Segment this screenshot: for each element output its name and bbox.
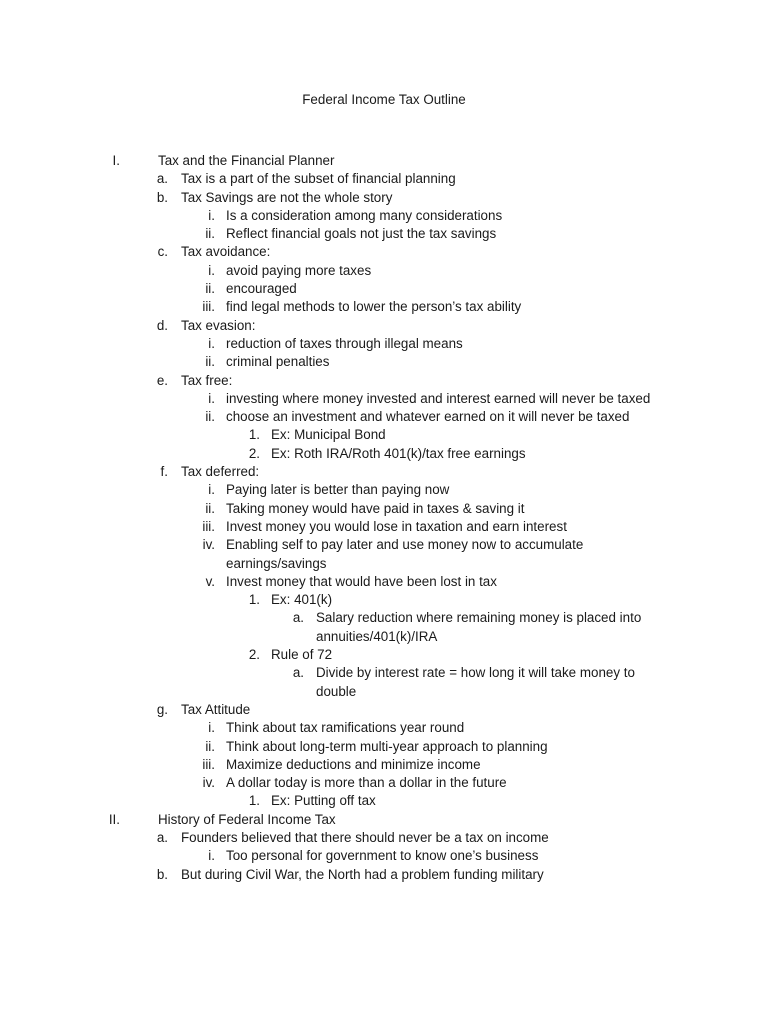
outline-item [0,664,768,682]
outline-marker: I. [112,153,120,168]
outline-marker: i. [208,720,215,736]
outline-text: Too personal for government to know one’s business [226,848,539,864]
outline-marker: 1. [248,592,260,608]
outline-text: investing where money invested and interest earned will never be taxed [226,390,651,406]
outline-item [0,792,768,810]
document-title: Federal Income Tax Outline [302,92,466,107]
outline-item [0,207,768,225]
outline-list [0,152,768,884]
outline-marker: a. [292,610,304,626]
outline-item [0,774,768,792]
outline-item [0,280,768,298]
outline-marker: i. [208,335,215,351]
outline-item [0,646,768,664]
outline-text: Paying later is better than paying now [226,482,450,498]
outline-text: Tax avoidance: [181,244,271,260]
outline-item [0,756,768,774]
outline-item [0,573,768,591]
outline-item [0,847,768,865]
outline-item [0,628,768,646]
outline-item [0,390,768,408]
outline-marker: i. [208,262,215,278]
outline-marker: iii. [202,756,215,772]
outline-marker: ii. [205,226,215,242]
outline-item [0,317,768,335]
outline-text: find legal methods to lower the person’s tax ability [226,299,522,315]
outline-marker: b. [156,866,168,882]
outline-item [0,262,768,280]
outline-item [0,481,768,499]
outline-text: Tax is a part of the subset of financial planning [181,171,456,187]
outline-marker: i. [208,848,215,864]
outline-item [0,701,768,719]
outline-text: Salary reduction where remaining money is placed into [316,610,642,626]
outline-text: Think about long-term multi-year approach to planning [226,738,548,754]
outline-item [0,243,768,261]
outline-marker: iii. [202,299,215,315]
outline-marker: 2. [248,445,260,461]
outline-text: criminal penalties [226,354,330,370]
outline-item [0,353,768,371]
outline-marker: II. [108,811,120,827]
outline-text: Ex: Municipal Bond [271,427,386,443]
outline-marker: d. [156,317,168,333]
outline-text: Rule of 72 [271,647,333,663]
outline-marker: i. [208,390,215,406]
outline-marker: a. [292,665,304,681]
outline-item [0,500,768,518]
outline-item [0,189,768,207]
outline-marker: 2. [248,647,260,663]
outline-marker: ii. [205,281,215,297]
outline-marker: g. [156,701,168,717]
outline-item [0,408,768,426]
outline-marker: 1. [248,427,260,443]
outline-text: Ex: Roth IRA/Roth 401(k)/tax free earnings [271,445,526,461]
outline-item [0,829,768,847]
outline-text: Maximize deductions and minimize income [226,756,481,772]
outline-text: A dollar today is more than a dollar in the future [226,775,507,791]
outline-text: Divide by interest rate = how long it will take money to [316,665,635,681]
outline-text: Invest money that would have been lost in tax [226,573,497,589]
outline-text: double [316,683,357,699]
outline-text: Tax free: [181,372,233,388]
outline-text: Tax Savings are not the whole story [181,189,393,205]
outline-text: History of Federal Income Tax [158,811,336,827]
outline-text: annuities/401(k)/IRA [316,628,438,644]
outline-marker: iii. [202,518,215,534]
outline-marker: ii. [205,354,215,370]
outline-text: Tax and the Financial Planner [158,153,335,168]
outline-marker: i. [208,207,215,223]
outline-item [0,225,768,243]
outline-text: Is a consideration among many considerations [226,207,503,223]
outline-item [0,463,768,481]
outline-text: Tax Attitude [181,701,251,717]
outline-item [0,609,768,627]
outline-marker: a. [156,829,168,845]
outline-text: Ex: 401(k) [271,592,333,608]
outline-item [0,591,768,609]
outline-text: Taking money would have paid in taxes & saving it [226,500,525,516]
outline-item [0,426,768,444]
outline-marker: c. [157,244,168,260]
outline-text: Founders believed that there should never be a tax on income [181,829,549,845]
outline-text: encouraged [226,281,297,297]
outline-text: Ex: Putting off tax [271,793,376,809]
outline-marker: a. [156,171,168,187]
outline-text: avoid paying more taxes [226,262,372,278]
outline-marker: 1. [248,793,260,809]
outline-text: choose an investment and whatever earned on it will never be taxed [226,409,630,425]
outline-item [0,536,768,554]
outline-item [0,518,768,536]
outline-text: earnings/savings [226,555,327,571]
outline-marker: iv. [202,537,215,553]
outline-text: Enabling self to pay later and use money now to accumulate [226,537,584,553]
outline-item [0,298,768,316]
outline-text: reduction of taxes through illegal means [226,335,463,351]
outline-marker: iv. [202,775,215,791]
outline-item [0,445,768,463]
outline-marker: e. [156,372,168,388]
outline-item [0,372,768,390]
outline-text: Tax evasion: [181,317,256,333]
outline-item [0,335,768,353]
outline-item [0,683,768,701]
outline-item [0,738,768,756]
outline-item [0,866,768,884]
outline-marker: v. [205,573,215,589]
outline-text: Reflect financial goals not just the tax savings [226,226,497,242]
outline-marker: ii. [205,738,215,754]
outline-item [0,811,768,829]
outline-text: Tax deferred: [181,464,260,480]
outline-marker: ii. [205,500,215,516]
outline-marker: ii. [205,409,215,425]
outline-text: Invest money you would lose in taxation and earn interest [226,518,567,534]
outline-text: Think about tax ramifications year round [226,720,465,736]
outline-marker: b. [156,189,168,205]
outline-text: But during Civil War, the North had a problem funding military [181,866,544,882]
outline-marker: f. [160,464,168,480]
outline-item [0,555,768,573]
outline-marker: i. [208,482,215,498]
outline-item [0,170,768,188]
outline-item [0,152,768,170]
outline-item [0,719,768,737]
